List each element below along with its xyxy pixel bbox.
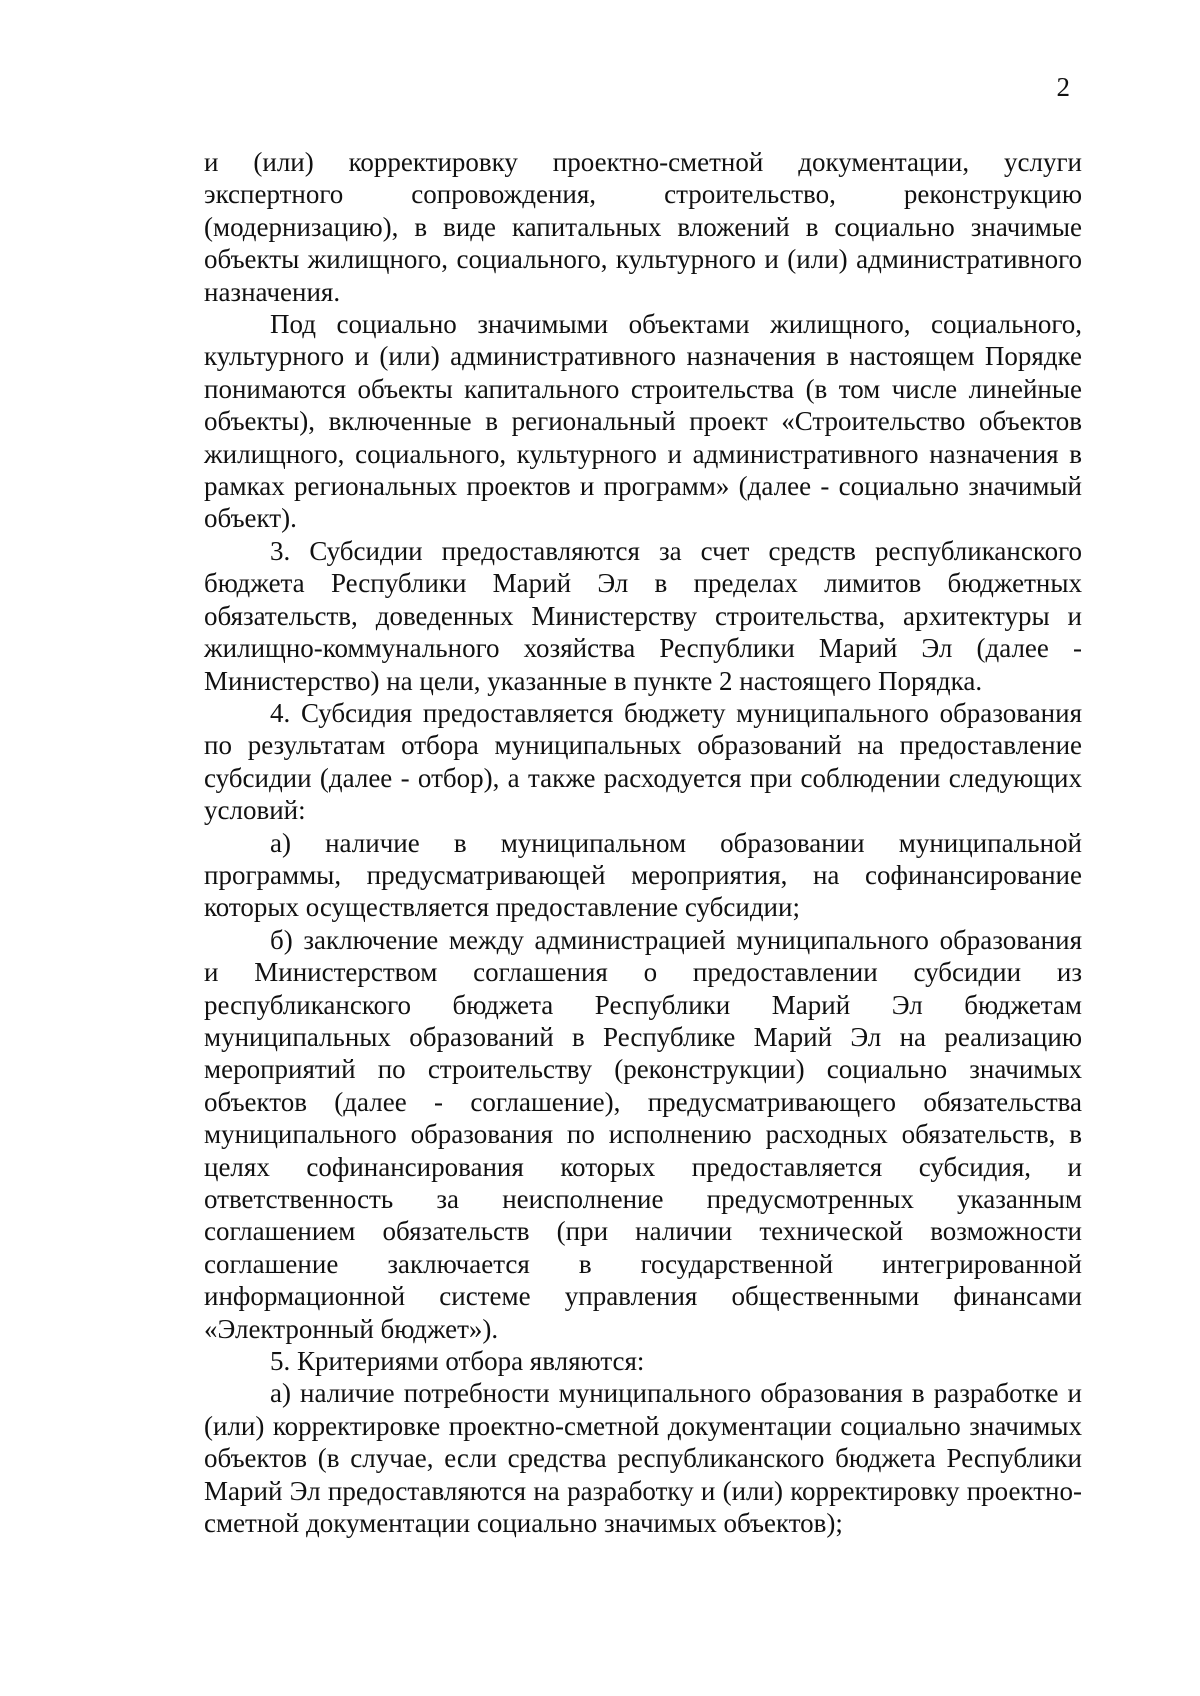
page-number: 2 (1056, 72, 1070, 102)
paragraph-item-4b: б) заключение между администрацией муниципального образования и Министерством соглашения о предоставлении субсидии из республиканского бюджета Республики Марий Эл бюджетам муниципальных образований в Республике Марий Эл на реализацию мероприятий по строительству (реконструкции) социально значимых объектов (далее - соглашение), предусматривающего обязательства муниципального образования по исполнению расходных обязательств, в целях софинансирования которых предоставляется субсидия, и ответственность за неисполнение предусмотренных указанным соглашением обязательств (при наличии технической возможности соглашение заключается в государственной интегрированной информационной системе управления общественными финансами «Электронный бюджет»). (204, 924, 1082, 1344)
paragraph-item-5: 5. Критериями отбора являются: (270, 1346, 645, 1377)
document-body (204, 146, 1082, 1539)
paragraph-definition: Под социально значимыми объектами жилищного, социального, культурного и (или) административного назначения в настоящем Порядке понимаются объекты капитального строительства (в том числе линейные объекты), включенные в региональный проект «Строительство объектов жилищного, социального, культурного и административного назначения в рамках региональных проектов и программ» (далее - социально значимый объект). (204, 309, 1082, 534)
paragraph-item-4a: а) наличие в муниципальном образовании муниципальной программы, предусматривающей мероприятия, на софинансирование которых осуществляется предоставление субсидии; (204, 827, 1082, 923)
paragraph-item-3: 3. Субсидии предоставляются за счет средств республиканского бюджета Республики Марий Эл в пределах лимитов бюджетных обязательств, доведенных Министерству строительства, архитектуры и жилищно-коммунального хозяйства Республики Марий Эл (далее - Министерство) на цели, указанные в пункте 2 настоящего Порядка. (204, 535, 1082, 696)
paragraph-item-5a: а) наличие потребности муниципального образования в разработке и (или) корректировке проектно-сметной документации социально значимых объектов (в случае, если средства республиканского бюджета Республики Марий Эл предоставляются на разработку и (или) корректировку проектно-сметной документации социально значимых объектов); (204, 1378, 1082, 1539)
paragraph-item-4: 4. Субсидия предоставляется бюджету муниципального образования по результатам отбора муниципальных образований на предоставление субсидии (далее - отбор), а также расходуется при соблюдении следующих условий: (204, 697, 1082, 826)
paragraph-continuation: и (или) корректировку проектно-сметной документации, услуги экспертного сопровождения, строительство, реконструкцию (модернизацию), в виде капитальных вложений в социально значимые объекты жилищного, социального, культурного и (или) административного назначения. (204, 147, 1082, 307)
